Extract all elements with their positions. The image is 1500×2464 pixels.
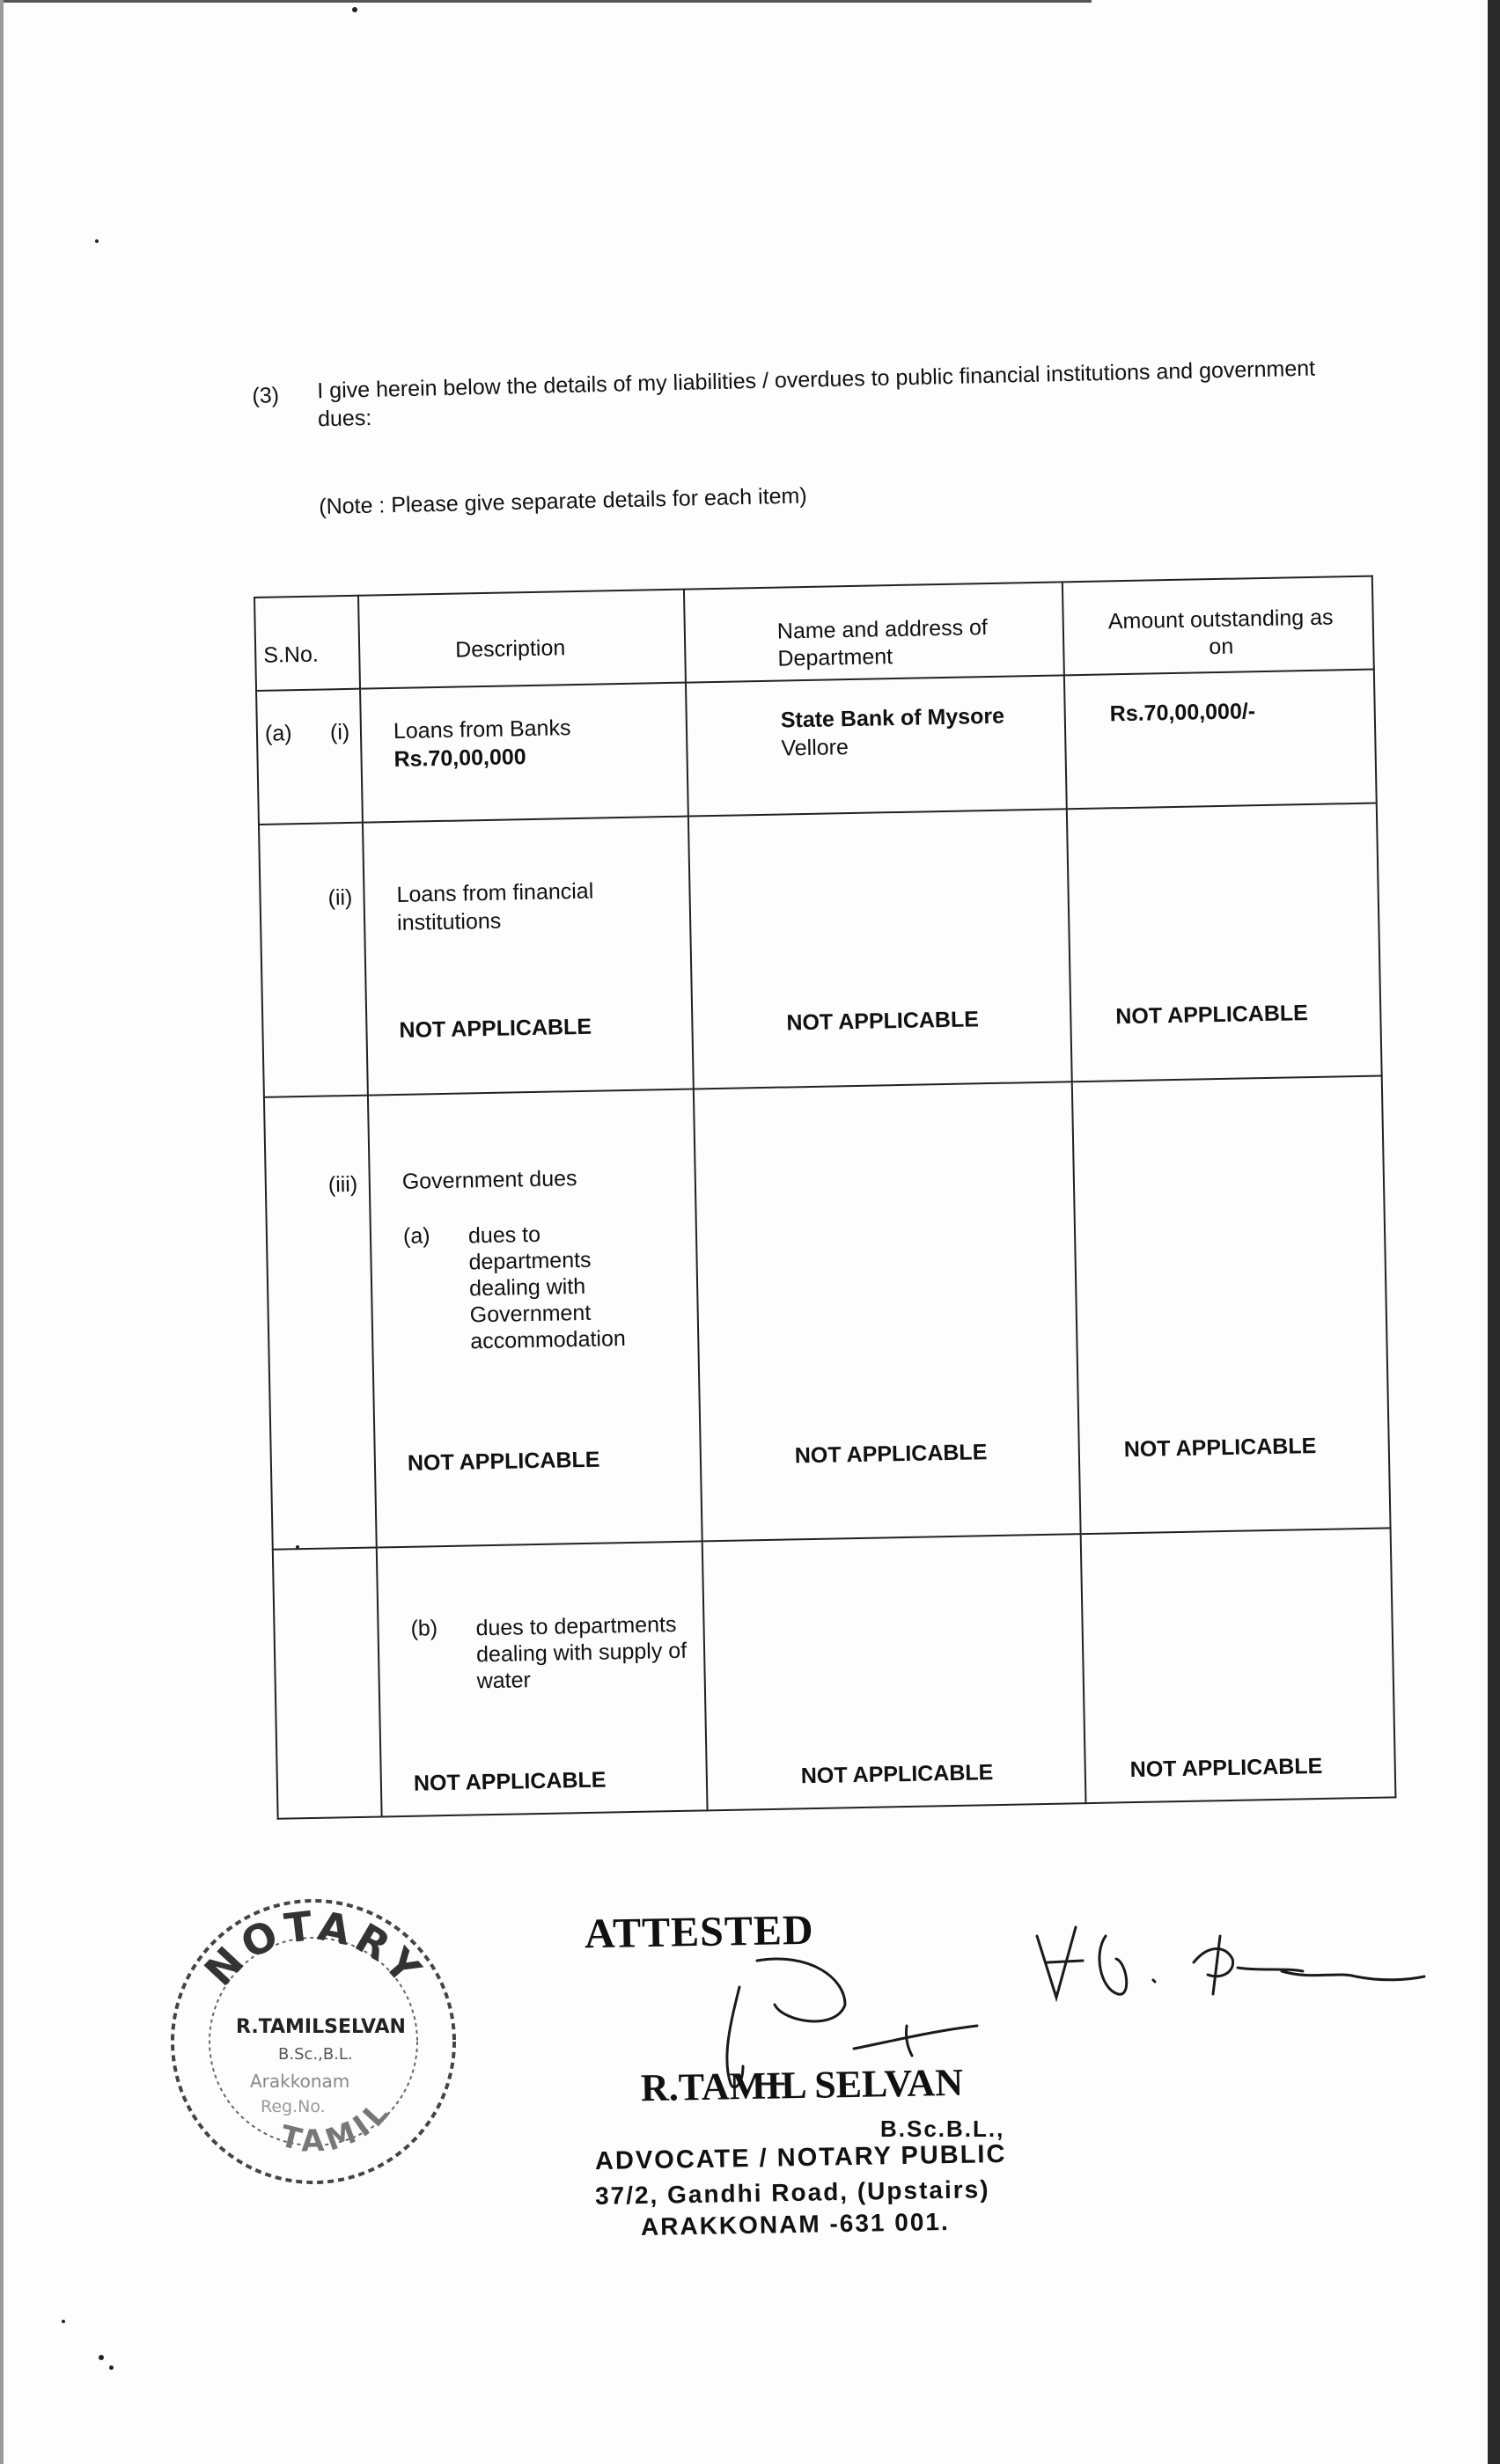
header-sno: S.No. (263, 642, 320, 668)
seal-ring-text: NOTARY (195, 1902, 434, 1997)
scan-edge-right (1488, 0, 1500, 2464)
scan-edge-top (0, 0, 1092, 3)
row2-description-cell (363, 817, 694, 1096)
row1-description-cell (360, 683, 688, 823)
row4-description-cell (377, 1541, 708, 1816)
notary-name: R.TAMIL SELVAN (640, 2060, 964, 2110)
table-row (256, 670, 1377, 825)
scan-speck (296, 1545, 299, 1549)
row4-department-na: NOT APPLICABLE (800, 1760, 994, 1789)
row3-sno-cell (264, 1096, 377, 1550)
scan-speck (99, 2355, 104, 2360)
row3-description-cell (368, 1089, 702, 1548)
row3-sub-label: (a) (402, 1223, 430, 1249)
row3-amount-cell (1072, 1075, 1391, 1534)
row3-department-na: NOT APPLICABLE (794, 1440, 988, 1469)
row4-sno-cell (273, 1548, 382, 1819)
header-department-cell (684, 582, 1064, 682)
row1-description: Loans from Banks (393, 715, 571, 744)
header-description: Description (454, 635, 566, 663)
row4-description-na: NOT APPLICABLE (413, 1767, 607, 1796)
row2-description: Loans from financial institutions (396, 878, 594, 935)
scan-speck (109, 2365, 114, 2370)
notary-address: 37/2, Gandhi Road, (Upstairs) (594, 2175, 990, 2210)
row3-description: Government dues (401, 1166, 577, 1194)
row3-sno: (iii) (327, 1171, 358, 1198)
row4-sub-description: dues to departments dealing with supply of water (475, 1611, 688, 1694)
row3-department-cell (694, 1082, 1081, 1541)
liabilities-table-wrapper (254, 576, 1396, 1820)
row2-amount-cell (1067, 803, 1382, 1082)
header-description-cell (358, 590, 686, 689)
row2-sno-cell (259, 823, 368, 1097)
scan-speck (62, 2320, 65, 2323)
row4-department-cell (702, 1534, 1086, 1810)
scan-edge-left (0, 0, 4, 2464)
row1-sno-i: (i) (329, 719, 350, 745)
liabilities-intro (252, 354, 1343, 432)
row1-department-name: State Bank of Mysore (780, 703, 1005, 733)
scan-speck (95, 239, 99, 243)
row4-amount-na: NOT APPLICABLE (1129, 1753, 1323, 1783)
header-department: Name and address of Department (776, 615, 989, 671)
section-number: (3) (252, 383, 280, 408)
scan-speck (352, 7, 357, 12)
notary-title: ADVOCATE / NOTARY PUBLIC (594, 2139, 1007, 2176)
seal-place: Arakkonam (250, 2071, 350, 2092)
header-sno-cell (254, 596, 360, 691)
seal-bottom-text: TAMIL (276, 2092, 400, 2160)
svg-text:NOTARY (195, 1902, 434, 1997)
section-text: I give herein below the details of my liabilities / overdues to public financial institutions and government dues: (317, 356, 1316, 432)
row1-department-place: Vellore (781, 735, 849, 761)
row1-sno-a: (a) (264, 721, 292, 746)
row3-amount-na: NOT APPLICABLE (1123, 1434, 1317, 1463)
seal-name: R.TAMILSELVAN (236, 2016, 406, 2038)
row2-sno: (ii) (327, 884, 353, 911)
attested-stamp: ATTESTED (584, 1906, 814, 1958)
row2-description-na: NOT APPLICABLE (399, 1014, 592, 1043)
deponent-signature-icon (1021, 1910, 1426, 2015)
liabilities-table (254, 576, 1396, 1820)
table-row (264, 1075, 1391, 1549)
table-row (259, 803, 1382, 1097)
section-note: (Note : Please give separate details for each item) (319, 483, 807, 519)
row1-amount-cell (1064, 670, 1377, 810)
row1-sno-cell (256, 689, 363, 825)
row2-amount-na: NOT APPLICABLE (1115, 1001, 1309, 1030)
seal-reg: Reg.No. (261, 2097, 326, 2116)
row1-description-amount: Rs.70,00,000 (393, 744, 526, 772)
row1-department-cell (686, 675, 1067, 816)
notary-seal-stamp (164, 1892, 463, 2191)
notary-city: ARAKKONAM -631 001. (640, 2207, 950, 2241)
row3-sub-description: dues to departments dealing with Government accommodation (467, 1221, 627, 1354)
row3-description-na: NOT APPLICABLE (407, 1447, 600, 1476)
row4-sub-label: (b) (410, 1616, 438, 1641)
row2-department-na: NOT APPLICABLE (786, 1007, 980, 1036)
header-amount-cell (1062, 576, 1374, 676)
header-amount: Amount outstanding as on (1107, 605, 1334, 660)
table-row (273, 1528, 1396, 1818)
row1-amount: Rs.70,00,000/- (1109, 699, 1256, 727)
notary-qualification: B.Sc.B.L., (880, 2116, 1005, 2142)
row2-department-cell (688, 809, 1072, 1089)
row4-amount-cell (1081, 1528, 1396, 1803)
seal-qualification: B.Sc.,B.L. (278, 2045, 353, 2064)
